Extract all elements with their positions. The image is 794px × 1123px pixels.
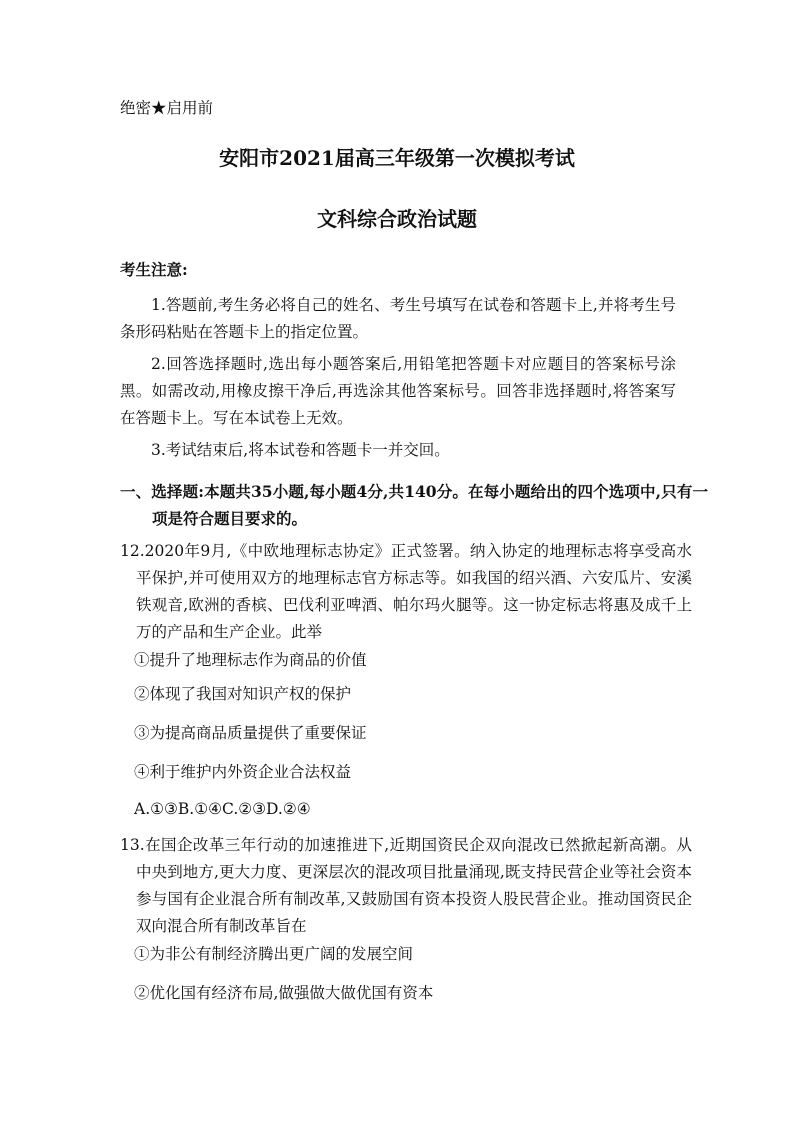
question-13-statement-1: ①为非公有制经济腾出更广阔的发展空间 xyxy=(134,945,414,963)
question-13-statement-2: ②优化国有经济布局,做强做大做优国有资本 xyxy=(134,984,434,1002)
question-12-choices: A.①③B.①④C.②③D.②④ xyxy=(134,800,311,818)
exam-title: 安阳市2021届高三年级第一次模拟考试 xyxy=(219,146,575,170)
question-12-statement-1: ①提升了地理标志作为商品的价值 xyxy=(134,651,367,669)
question-12-stem: 12.2020年9月,《中欧地理标志协定》正式签署。纳入协定的地理标志将享受高水平保护,并可使用双方的地理标志官方标志等。如我国的绍兴酒、六安瓜片、安溪铁观音,欧洲的香槟、巴伐利亚啤酒、帕尔玛火腿等。这一协定标志将惠及成千上万的产品和生产企业。此举 xyxy=(120,542,692,641)
section-heading: 一、选择题:本题共35小题,每小题4分,共140分。在每小题给出的四个选项中,只有一项是符合题目要求的。 xyxy=(120,482,708,528)
exam-subtitle: 文科综合政治试题 xyxy=(317,207,477,231)
confidential-label: 绝密★启用前 xyxy=(120,99,214,117)
question-12-statement-3: ③为提高商品质量提供了重要保证 xyxy=(134,724,367,742)
notice-heading: 考生注意: xyxy=(120,260,188,279)
question-12-statement-2: ②体现了我国对知识产权的保护 xyxy=(134,685,352,703)
notice-item-3: 3.考试结束后,将本试卷和答题卡一并交回。 xyxy=(151,441,450,459)
question-12-statement-4: ④利于维护内外资企业合法权益 xyxy=(134,763,352,781)
notice-item-1: 1.答题前,考生务必将自己的姓名、考生号填写在试卷和答题卡上,并将考生号条形码粘贴在答题卡上的指定位置。 xyxy=(120,296,676,341)
question-13-stem: 13.在国企改革三年行动的加速推进下,近期国资民企双向混改已然掀起新高潮。从中央到地方,更大力度、更深层次的混改项目批量涌现,既支持民营企业等社会资本参与国有企业混合所有制改革,又鼓励国有资本投资人股民营企业。推动国资民企双向混合所有制改革旨在 xyxy=(120,836,692,935)
notice-item-2: 2.回答选择题时,选出每小题答案后,用铅笔把答题卡对应题目的答案标号涂黑。如需改动,用橡皮擦干净后,再选涂其他答案标号。回答非选择题时,将答案写在答题卡上。写在本试卷上无效。 xyxy=(120,355,676,427)
